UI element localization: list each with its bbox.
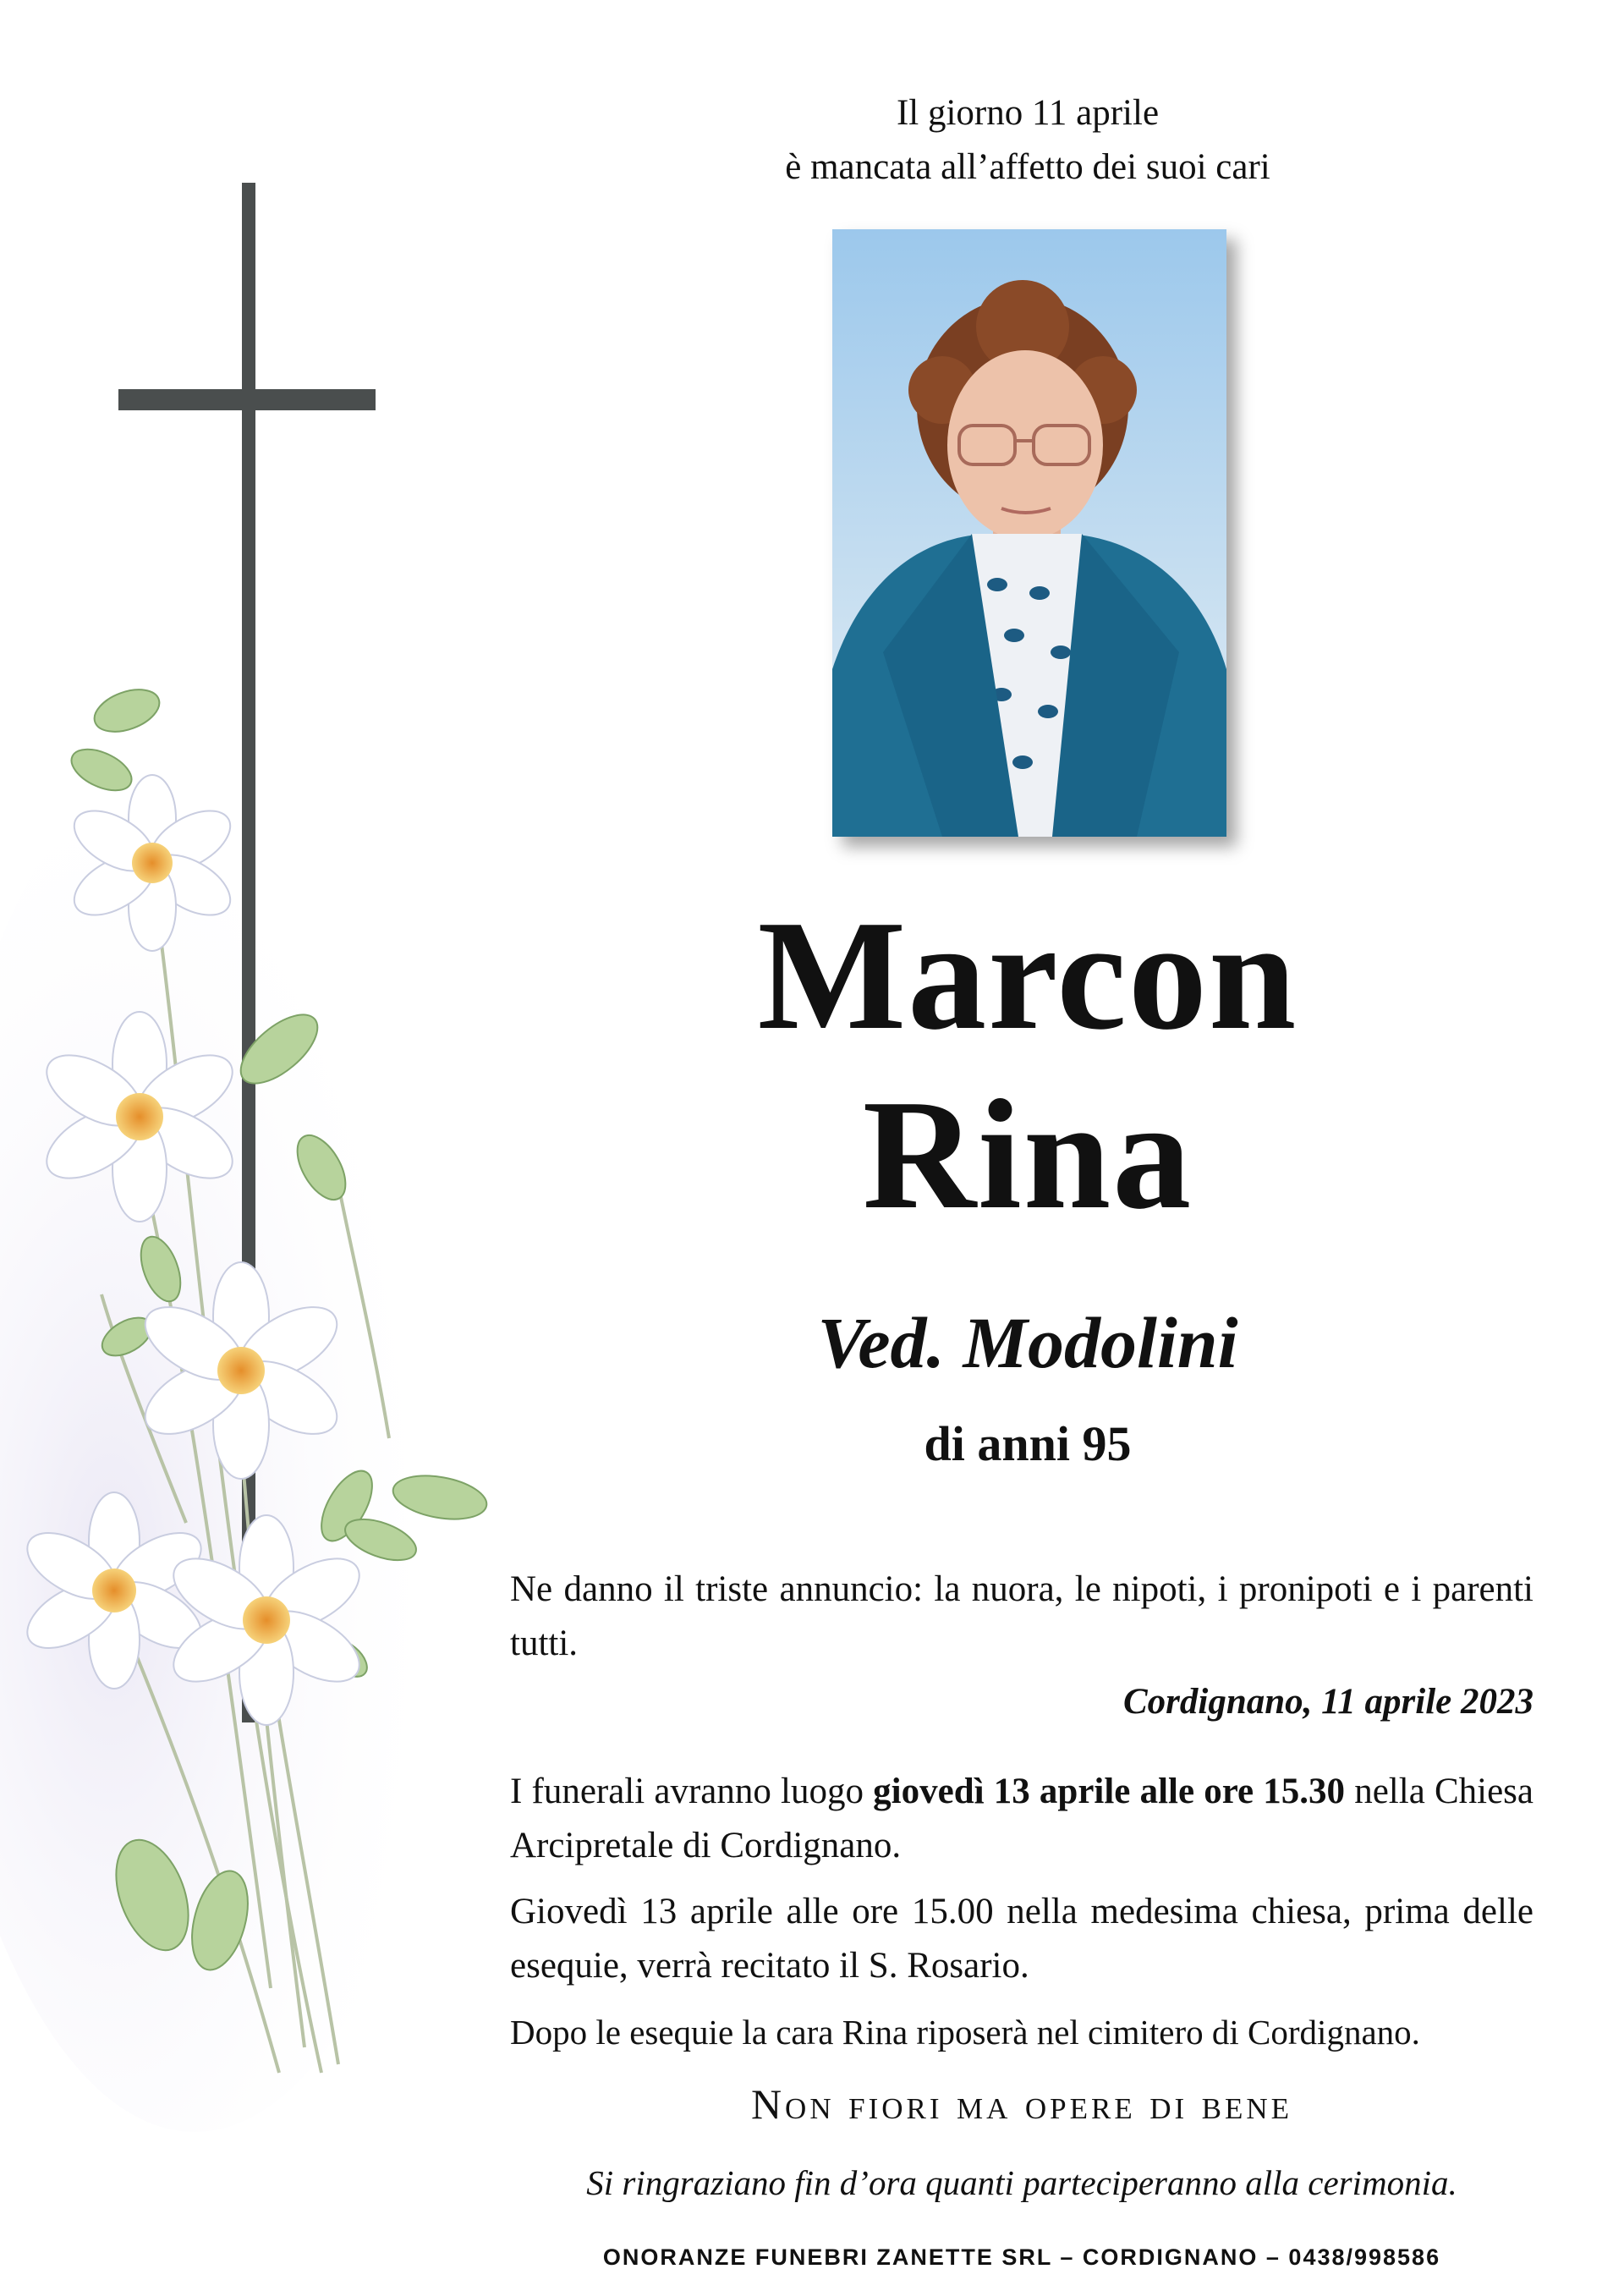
funeral-location: nella Chiesa Arcipretale di Cordignano.	[510, 1772, 1533, 1865]
deceased-surname: Marcon	[757, 888, 1298, 1063]
cross-and-flowers-decoration	[0, 0, 541, 2280]
funeral-home-footer: ONORANZE FUNEBRI ZANETTE SRL – CORDIGNANO – 0438/998586	[602, 2244, 1441, 2270]
widow-of: Ved. Modolini	[817, 1302, 1238, 1383]
no-flowers-request: Non fiori ma opere di bene	[750, 2080, 1293, 2128]
deceased-first-name: Rina	[862, 1068, 1193, 1242]
intro-line-date: Il giorno 11 aprile	[896, 93, 1160, 133]
portrait-photo	[832, 229, 1226, 837]
announcement-text: Ne danno il triste annuncio: la nuora, le nipoti, i pronipoti e i parenti tutti.	[510, 1569, 1533, 1663]
funeral-details	[510, 1765, 1533, 1873]
portrait-icon	[832, 229, 1226, 837]
thanks-note: Si ringraziano fin d’ora quanti parteciperanno alla cerimonia.	[586, 2163, 1457, 2202]
rosary-details: Giovedì 13 aprile alle ore 15.00 nella medesima chiesa, prima delle esequie, verrà recitato il S. Rosario.	[510, 1892, 1533, 1986]
funeral-prefix: I funerali avranno luogo	[510, 1772, 874, 1811]
intro-line-passing: è mancata all’affetto dei suoi cari	[785, 147, 1270, 187]
age: di anni 95	[924, 1416, 1132, 1471]
burial-details: Dopo le esequie la cara Rina riposerà nel cimitero di Cordignano.	[510, 2013, 1420, 2052]
funeral-date-time: giovedì 13 aprile alle ore 15.30	[873, 1772, 1346, 1811]
place-date: Cordignano, 11 aprile 2023	[1122, 1682, 1533, 1722]
